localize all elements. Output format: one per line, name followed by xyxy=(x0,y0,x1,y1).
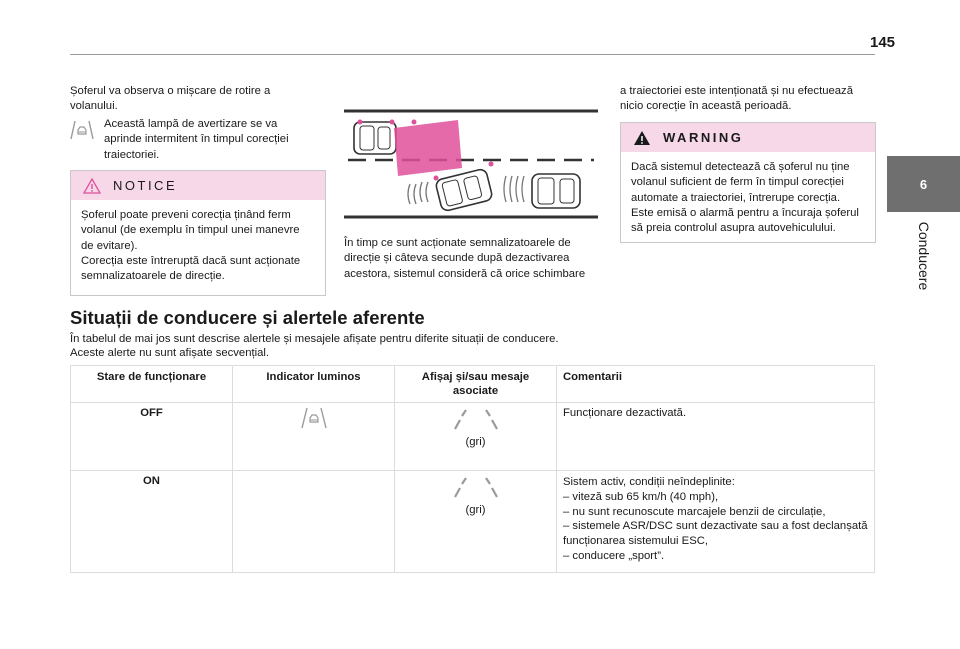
row-on-indicator xyxy=(233,471,395,573)
table-row xyxy=(71,403,875,471)
alerts-table xyxy=(70,365,875,573)
lamp-description: Această lampă de avertizare se va aprinde intermitent în timpul corecției traiectoriei. xyxy=(104,118,289,161)
header-comments: Comentarii xyxy=(557,366,875,403)
warning-triangle-icon xyxy=(83,178,101,194)
row-on-display xyxy=(395,471,557,573)
comment-item: – conducere „sport”. xyxy=(563,549,665,562)
comment-title: Sistem activ, condiții neîndeplinite: xyxy=(563,476,735,488)
lane-keep-lamp-icon xyxy=(301,407,327,429)
display-note: (gri) xyxy=(465,504,486,516)
comment-item: – viteză sub 65 km/h (40 mph), xyxy=(563,490,719,503)
lane-keep-lamp-icon xyxy=(70,120,94,145)
row-on-comment xyxy=(557,471,875,573)
notice-header xyxy=(71,171,325,200)
diagram-caption: În timp ce sunt acționate semnalizatoarele de direcție și câteva secunde după dezactivarea acestora, sistemul consideră că orice schimbare xyxy=(344,237,586,280)
header-display: Afișaj și/sau mesaje asociate xyxy=(395,366,557,403)
warning-triangle-icon xyxy=(633,130,651,146)
lane-change-diagram xyxy=(344,108,598,220)
lane-lines-gray-icon xyxy=(448,475,504,501)
table-header-row xyxy=(71,366,875,403)
section-intro-2: Aceste alerte nu sunt afișate secvențial. xyxy=(70,347,270,359)
chapter-number: 6 xyxy=(919,176,928,192)
display-note: (gri) xyxy=(465,436,486,448)
notice-label: NOTICE xyxy=(113,178,178,193)
row-off-comment: Funcționare dezactivată. xyxy=(557,403,875,471)
lane-lines-gray-icon xyxy=(448,407,504,433)
row-off-display xyxy=(395,403,557,471)
section-intro-1: În tabelul de mai jos sunt descrise alertele și mesajele afișate pentru diferite situații de conducere. xyxy=(70,333,559,345)
header-rule xyxy=(70,54,875,55)
warning-text: Dacă sistemul detectează că șoferul nu ține volanul suficient de ferm în timpul corecției automate a traiectoriei, întrerupe corecția. Este emisă o alarmă pentru a încuraja șoferul să preia controlul asupra autovehiculului. xyxy=(631,161,859,235)
page-number: 145 xyxy=(870,34,896,51)
row-off-indicator xyxy=(233,403,395,471)
header-indicator: Indicator luminos xyxy=(233,366,395,403)
comment-item: – nu sunt recunoscute marcajele benzii de circulație, xyxy=(563,505,826,518)
notice-box xyxy=(70,170,326,296)
notice-text-1: Șoferul poate preveni corecția ținând ferm volanul (de exemplu în timpul unei manevre de evitare). xyxy=(81,209,300,252)
right-paragraph: a traiectoriei este intenționată și nu efectuează nicio corecție în această perioadă. xyxy=(620,85,853,113)
warning-box xyxy=(620,122,876,243)
chapter-tab[interactable] xyxy=(887,156,960,212)
notice-text-2: Corecția este întreruptă dacă sunt acționate semnalizatoarele de direcție. xyxy=(81,254,301,283)
table-row xyxy=(71,471,875,573)
section-title: Situații de conducere și alertele aferente xyxy=(70,307,425,328)
row-off-state: OFF xyxy=(71,403,233,471)
chapter-title: Conducere xyxy=(915,221,932,291)
row-on-state: ON xyxy=(71,471,233,573)
header-state: Stare de funcționare xyxy=(71,366,233,403)
warning-header xyxy=(621,123,875,152)
warning-label: WARNING xyxy=(663,130,744,145)
comment-item: – sistemele ASR/DSC sunt dezactivate sau a fost declanșată funcționarea sistemului ESC, xyxy=(563,520,868,548)
left-paragraph: Șoferul va observa o mișcare de rotire a volanului. xyxy=(70,85,271,113)
